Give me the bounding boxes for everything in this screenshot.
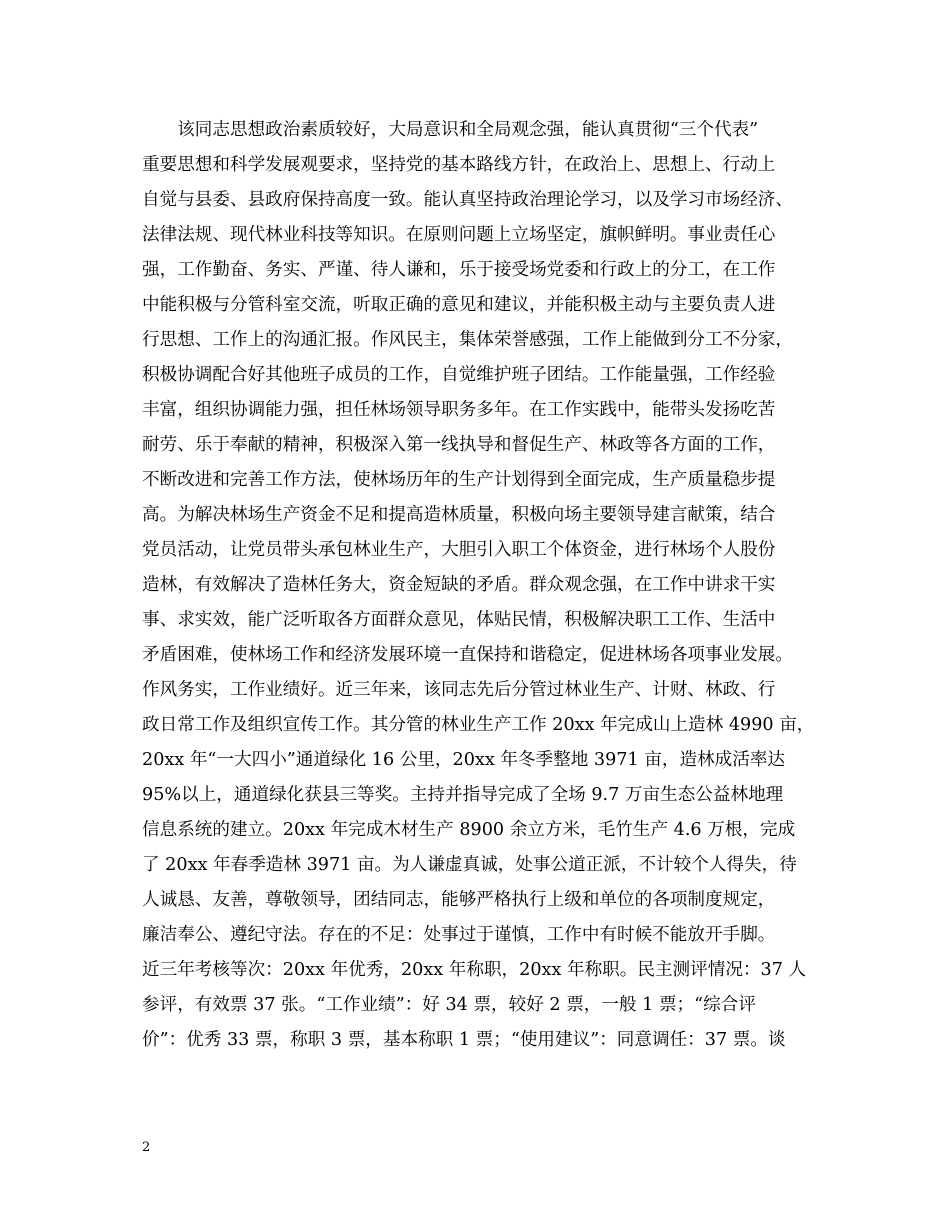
text-line: 95%以上，通道绿化获县三等奖。主持并指导完成了全场 9.7 万亩生态公益林地理 bbox=[142, 785, 784, 805]
text-line: 作风务实，工作业绩好。近三年来，该同志先后分管过林业生产、计财、林政、行 bbox=[142, 680, 776, 700]
text-line: 矛盾困难，使林场工作和经济发展环境一直保持和谐稳定，促进林场各项事业发展。 bbox=[142, 645, 793, 665]
text-line: 耐劳、乐于奉献的精神，积极深入第一线执导和督促生产、林政等各方面的工作， bbox=[142, 435, 776, 455]
text-line: 行思想、工作上的沟通汇报。作风民主，集体荣誉感强，工作上能做到分工不分家， bbox=[142, 330, 793, 350]
text-line: 重要思想和科学发展观要求，坚持党的基本路线方针，在政治上、思想上、行动上 bbox=[142, 155, 776, 175]
text-line: 丰富，组织协调能力强，担任林场领导职务多年。在工作实践中，能带头发扬吃苦 bbox=[142, 400, 776, 420]
text-line: 党员活动，让党员带头承包林业生产，大胆引入职工个体资金，进行林场个人股份 bbox=[142, 540, 776, 560]
text-line: 中能积极与分管科室交流，听取正确的意见和建议，并能积极主动与主要负责人进 bbox=[142, 295, 776, 315]
text-line: 事、求实效，能广泛听取各方面群众意见，体贴民情，积极解决职工工作、生活中 bbox=[142, 610, 776, 630]
text-line: 积极协调配合好其他班子成员的工作，自觉维护班子团结。工作能量强，工作经验 bbox=[142, 365, 776, 385]
text-line: 该同志思想政治素质较好，大局意识和全局观念强，能认真贯彻“三个代表” bbox=[142, 120, 759, 140]
text-line: 不断改进和完善工作方法，使林场历年的生产计划得到全面完成，生产质量稳步提 bbox=[142, 470, 776, 490]
text-line: 价”：优秀 33 票，称职 3 票，基本称职 1 票；“使用建议”：同意调任：37 票。谈 bbox=[142, 1030, 786, 1050]
text-line: 造林，有效解决了造林任务大，资金短缺的矛盾。群众观念强，在工作中讲求干实 bbox=[142, 575, 776, 595]
text-line: 参评，有效票 37 张。“工作业绩”：好 34 票，较好 2 票，一般 1 票；“综合评 bbox=[142, 995, 756, 1015]
text-line: 自觉与县委、县政府保持高度一致。能认真坚持政治理论学习，以及学习市场经济、 bbox=[142, 190, 793, 210]
text-line: 信息系统的建立。20xx 年完成木材生产 8900 余立方米，毛竹生产 4.6 万根，完成 bbox=[142, 820, 796, 840]
text-line: 廉洁奉公、遵纪守法。存在的不足：处事过于谨慎，工作中有时候不能放开手脚。 bbox=[142, 925, 776, 945]
text-line: 强，工作勤奋、务实、严谨、待人谦和，乐于接受场党委和行政上的分工，在工作 bbox=[142, 260, 776, 280]
text-line: 人诚恳、友善，尊敬领导，团结同志，能够严格执行上级和单位的各项制度规定， bbox=[142, 890, 776, 910]
text-line: 了 20xx 年春季造林 3971 亩。为人谦虚真诚，处事公道正派，不计较个人得失，待 bbox=[142, 855, 797, 875]
text-line: 高。为解决林场生产资金不足和提高造林质量，积极向场主要领导建言献策，结合 bbox=[142, 505, 776, 525]
text-line: 法律法规、现代林业科技等知识。在原则问题上立场坚定，旗帜鲜明。事业责任心 bbox=[142, 225, 776, 245]
page-number: 2 bbox=[142, 1140, 151, 1155]
text-line: 20xx 年“一大四小”通道绿化 16 公里，20xx 年冬季整地 3971 亩，造林成活率达 bbox=[142, 750, 786, 770]
text-line: 政日常工作及组织宣传工作。其分管的林业生产工作 20xx 年完成山上造林 4990 亩， bbox=[142, 715, 815, 735]
text-line: 近三年考核等次：20xx 年优秀，20xx 年称职，20xx 年称职。民主测评情况：37 人 bbox=[142, 960, 807, 980]
